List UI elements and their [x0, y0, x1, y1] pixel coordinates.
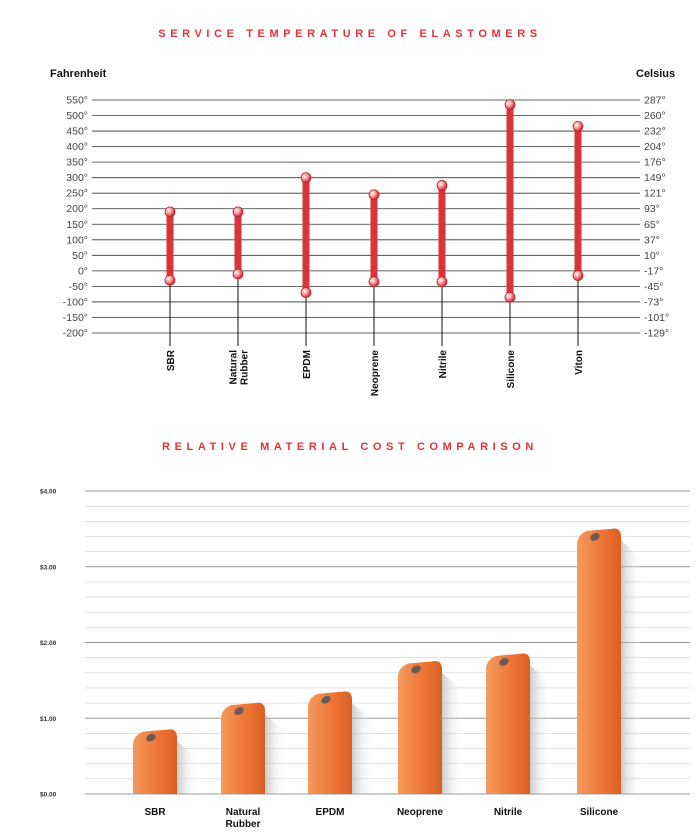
range-low-marker	[233, 269, 243, 279]
celsius-tick-label: -101°	[644, 311, 670, 324]
cost-tick-label: $3.00	[40, 564, 57, 572]
temperature-chart-title: SERVICE TEMPERATURE OF ELASTOMERS	[158, 28, 542, 40]
fahrenheit-tick-label: 550°	[66, 94, 88, 107]
range-bar-sbr	[167, 212, 174, 280]
celsius-tick-label: 65°	[644, 218, 660, 231]
celsius-axis-label: Celsius	[636, 68, 676, 80]
cost-tick-label: $2.00	[40, 640, 57, 647]
fahrenheit-axis-label: Fahrenheit	[50, 68, 107, 80]
celsius-tick-label: 176°	[644, 156, 666, 169]
cost-tick-label: $1.00	[40, 715, 57, 723]
fahrenheit-tick-label: 0°	[77, 265, 88, 278]
celsius-tick-label: 287°	[644, 94, 666, 107]
range-bar-nitrile	[439, 185, 446, 281]
fahrenheit-tick-label: -100°	[62, 296, 88, 309]
celsius-tick-label: 10°	[644, 249, 660, 262]
fahrenheit-tick-label: -150°	[62, 311, 88, 324]
cost-bar-epdm	[308, 691, 352, 794]
range-high-marker	[505, 100, 515, 110]
fahrenheit-tick-label: 200°	[66, 203, 88, 216]
category-label-natural-rubber: Natural	[228, 350, 240, 385]
range-low-marker	[165, 275, 175, 285]
fahrenheit-tick-label: 500°	[66, 110, 88, 123]
range-low-marker	[369, 277, 379, 287]
cost-category-label-silicone: Silicone	[579, 807, 619, 818]
range-high-marker	[301, 173, 311, 183]
fahrenheit-tick-label: 350°	[66, 156, 88, 169]
cost-category-label-neoprene: Neoprene	[396, 807, 444, 818]
fahrenheit-tick-label: 450°	[66, 125, 88, 138]
celsius-tick-label: -17°	[644, 265, 664, 278]
celsius-tick-label: -45°	[644, 280, 664, 293]
celsius-tick-label: 121°	[644, 187, 666, 200]
celsius-tick-label: 37°	[644, 234, 660, 247]
cost-bar-sbr	[133, 729, 177, 794]
category-label-epdm: EPDM	[302, 350, 313, 379]
category-label-nitrile: Nitrile	[438, 350, 449, 379]
cost-chart-title: RELATIVE MATERIAL COST COMPARISON	[162, 441, 538, 453]
temperature-chart	[0, 0, 700, 400]
range-bar-silicone	[507, 105, 514, 298]
fahrenheit-tick-label: 150°	[66, 218, 88, 231]
fahrenheit-tick-label: 300°	[66, 172, 88, 185]
celsius-tick-label: -129°	[644, 327, 670, 340]
cost-category-label-nitrile: Nitrile	[493, 807, 523, 818]
range-high-marker	[369, 190, 379, 200]
fahrenheit-tick-label: 50°	[72, 249, 88, 262]
range-bar-neoprene	[371, 195, 378, 282]
cost-chart	[0, 480, 700, 840]
fahrenheit-tick-label: 400°	[66, 141, 88, 154]
range-low-marker	[301, 288, 311, 298]
celsius-tick-label: -73°	[644, 296, 664, 309]
category-label-viton: Viton	[574, 350, 585, 375]
range-high-marker	[165, 207, 175, 217]
range-bar-natural-rubber	[235, 212, 242, 274]
category-label-silicone: Silicone	[506, 350, 517, 389]
celsius-tick-label: 260°	[644, 110, 666, 123]
cost-bar-natural-rubber	[221, 703, 265, 794]
range-bar-viton	[575, 126, 582, 275]
cost-category-label-natural-rubber: Rubber	[225, 819, 261, 830]
category-label-natural-rubber: Rubber	[239, 350, 251, 385]
celsius-tick-label: 149°	[644, 172, 666, 185]
cost-category-label-natural-rubber: Natural	[225, 807, 261, 818]
cost-tick-label: $0.00	[40, 791, 57, 799]
fahrenheit-tick-label: 250°	[66, 187, 88, 200]
category-label-neoprene: Neoprene	[370, 350, 381, 397]
fahrenheit-tick-label: 100°	[66, 234, 88, 247]
cost-category-label-epdm: EPDM	[315, 807, 345, 818]
celsius-tick-label: 232°	[644, 125, 666, 138]
cost-bar-neoprene	[398, 661, 442, 794]
range-high-marker	[233, 207, 243, 217]
range-bar-epdm	[303, 178, 310, 293]
cost-bar-nitrile	[486, 654, 530, 794]
fahrenheit-tick-label: -200°	[62, 327, 88, 340]
range-high-marker	[573, 121, 583, 131]
range-high-marker	[437, 180, 447, 190]
range-low-marker	[573, 271, 583, 281]
category-label-sbr: SBR	[166, 350, 177, 372]
range-low-marker	[505, 292, 515, 302]
cost-tick-label: $4.00	[40, 488, 57, 496]
celsius-tick-label: 93°	[644, 203, 660, 216]
cost-bar-silicone	[577, 529, 621, 794]
fahrenheit-tick-label: -50°	[68, 280, 88, 293]
celsius-tick-label: 204°	[644, 141, 666, 154]
range-low-marker	[437, 277, 447, 287]
cost-category-label-sbr: SBR	[144, 807, 166, 818]
